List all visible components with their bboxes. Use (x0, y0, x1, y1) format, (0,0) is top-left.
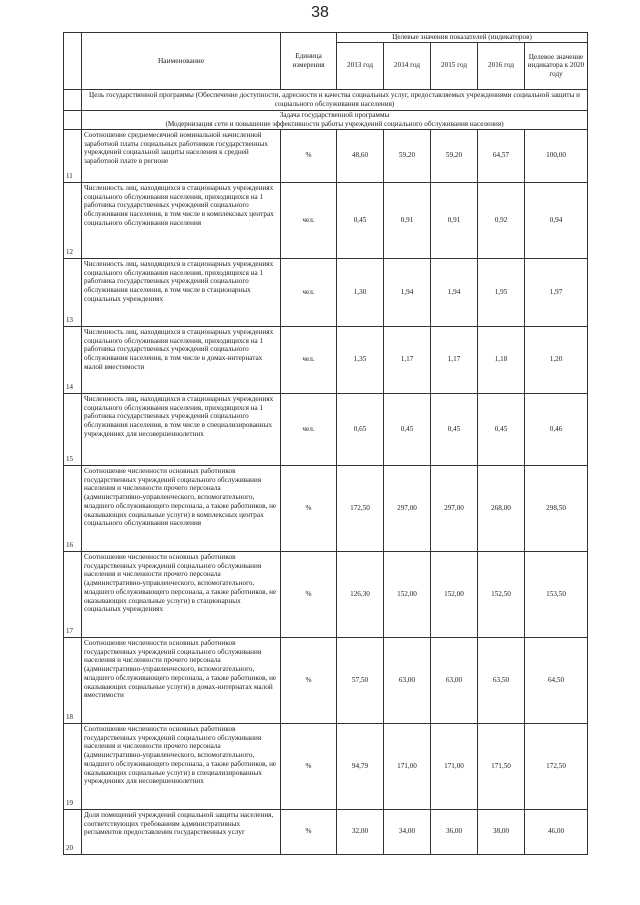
program-task (82, 110, 588, 129)
indicator-unit: чел. (281, 258, 337, 326)
value-2016: 0,92 (478, 182, 525, 258)
value-2016: 1,95 (478, 258, 525, 326)
indicator-unit: % (281, 129, 337, 182)
value-2015: 1,17 (431, 326, 478, 393)
value-2013: 0,65 (337, 393, 384, 465)
indicator-name: Соотношение численности основных работников государственных учреждений социального обслуживания населения и численности прочего персонала (административно-управленческого, вспомогательного, младшего обслуживающего персонала, а также работников, не оказывающих социальные услуги) в комплексных центрах социального обслуживания населения (82, 465, 281, 551)
value-2013: 126,30 (337, 551, 384, 637)
value-2015: 0,45 (431, 393, 478, 465)
value-2020: 1,97 (525, 258, 588, 326)
indicator-unit: % (281, 723, 337, 809)
value-2020: 0,94 (525, 182, 588, 258)
table-row (64, 465, 588, 551)
value-2020: 46,00 (525, 809, 588, 854)
row-number: 14 (64, 326, 82, 393)
row-number: 12 (64, 182, 82, 258)
value-2014: 59,20 (384, 129, 431, 182)
header-unit: Единица измерения (281, 33, 337, 90)
task-num-cell (64, 110, 82, 129)
indicators-table (63, 32, 588, 855)
indicator-name: Численность лиц, находящихся в стационарных учреждениях социального обслуживания населения, приходящихся на 1 работника государственных учреждений социального обслуживания населения, в том числе в специализированных учреждениях для несовершеннолетних (82, 393, 281, 465)
row-number: 19 (64, 723, 82, 809)
row-number: 11 (64, 129, 82, 182)
program-task-title: Задача государственной программы (279, 111, 390, 119)
value-2013: 0,45 (337, 182, 384, 258)
indicator-unit: % (281, 551, 337, 637)
value-2016: 171,50 (478, 723, 525, 809)
header-year-2013: 2013 год (337, 42, 384, 89)
goal-num-cell (64, 89, 82, 110)
indicator-name: Численность лиц, находящихся в стационарных учреждениях социального обслуживания населения, приходящихся на 1 работника государственных учреждений социального обслуживания населения, в том числе в домах-интернатах малой вместимости (82, 326, 281, 393)
value-2020: 153,50 (525, 551, 588, 637)
value-2014: 171,00 (384, 723, 431, 809)
header-targets: Целевые значения показателей (индикаторов) (337, 33, 588, 43)
value-2014: 63,00 (384, 637, 431, 723)
indicator-unit: чел. (281, 393, 337, 465)
table-row (64, 129, 588, 182)
row-number: 13 (64, 258, 82, 326)
value-2015: 1,94 (431, 258, 478, 326)
header-name: Наименование (82, 33, 281, 90)
value-2020: 172,50 (525, 723, 588, 809)
value-2014: 152,00 (384, 551, 431, 637)
table-row (64, 723, 588, 809)
value-2014: 1,17 (384, 326, 431, 393)
value-2015: 36,00 (431, 809, 478, 854)
header-year-2014: 2014 год (384, 42, 431, 89)
value-2013: 57,50 (337, 637, 384, 723)
value-2016: 38,00 (478, 809, 525, 854)
program-goal: Цель государственной программы (Обеспечение доступности, адресности и качества социальных услуг, предоставляемых учреждениями социальной защиты и социального обслуживания населения) (82, 89, 588, 110)
value-2016: 152,50 (478, 551, 525, 637)
row-number: 17 (64, 551, 82, 637)
value-2013: 1,30 (337, 258, 384, 326)
value-2016: 0,45 (478, 393, 525, 465)
value-2014: 0,45 (384, 393, 431, 465)
table-row (64, 393, 588, 465)
value-2015: 0,91 (431, 182, 478, 258)
table-row (64, 551, 588, 637)
header-year-2016: 2016 год (478, 42, 525, 89)
row-number: 20 (64, 809, 82, 854)
indicator-name: Соотношение численности основных работников государственных учреждений социального обслуживания населения и численности прочего персонала (административно-управленческого, вспомогательного, младшего обслуживающего персонала, а также работников, не оказывающих социальные услуги) в домах-интернатах малой вместимости (82, 637, 281, 723)
value-2020: 0,46 (525, 393, 588, 465)
table-row (64, 637, 588, 723)
value-2016: 63,50 (478, 637, 525, 723)
value-2014: 297,00 (384, 465, 431, 551)
value-2013: 48,60 (337, 129, 384, 182)
value-2014: 1,94 (384, 258, 431, 326)
value-2013: 172,50 (337, 465, 384, 551)
value-2015: 152,00 (431, 551, 478, 637)
program-task-text: (Модернизация сети и повышение эффективности работы учреждений социального обслуживания населения) (165, 119, 504, 128)
indicator-name: Численность лиц, находящихся в стационарных учреждениях социального обслуживания населения, приходящихся на 1 работника государственных учреждений социального обслуживания населения, в том числе в комплексных центрах социального обслуживания населения (82, 182, 281, 258)
value-2020: 298,50 (525, 465, 588, 551)
indicator-name: Соотношение среднемесячной номинальной начисленной заработной платы социальных работников государственных учреждений социальной защиты населения к средней заработной плате в регионе (82, 129, 281, 182)
table-row (64, 258, 588, 326)
indicator-name: Доля помещений учреждений социальной защиты населения, соответствующих требованиям административных регламентов предоставления государственных услуг (82, 809, 281, 854)
indicator-name: Соотношение численности основных работников государственных учреждений социального обслуживания населения и численности прочего персонала (административно-управленческого, вспомогательного, младшего обслуживающего персонала, а также работников, не оказывающих социальные услуги) в специализированных учреждениях для несовершеннолетних (82, 723, 281, 809)
value-2014: 0,91 (384, 182, 431, 258)
value-2020: 1,20 (525, 326, 588, 393)
row-number: 16 (64, 465, 82, 551)
value-2020: 100,00 (525, 129, 588, 182)
indicator-unit: % (281, 809, 337, 854)
value-2016: 1,18 (478, 326, 525, 393)
value-2016: 64,57 (478, 129, 525, 182)
value-2020: 64,50 (525, 637, 588, 723)
value-2013: 1,35 (337, 326, 384, 393)
indicator-unit: чел. (281, 182, 337, 258)
value-2013: 32,00 (337, 809, 384, 854)
header-year-2015: 2015 год (431, 42, 478, 89)
row-number: 15 (64, 393, 82, 465)
table-row (64, 326, 588, 393)
indicator-name: Численность лиц, находящихся в стационарных учреждениях социального обслуживания населения, приходящихся на 1 работника государственных учреждений социального обслуживания населения, в том числе в стационарных социальных учреждениях (82, 258, 281, 326)
value-2015: 59,20 (431, 129, 478, 182)
indicator-unit: % (281, 637, 337, 723)
value-2016: 268,00 (478, 465, 525, 551)
table-row (64, 809, 588, 854)
page-number: 38 (311, 4, 329, 21)
header-target-2020: Целевое значение индикатора к 2020 году (525, 42, 588, 89)
value-2014: 34,00 (384, 809, 431, 854)
value-2015: 63,00 (431, 637, 478, 723)
value-2015: 297,00 (431, 465, 478, 551)
table-row (64, 182, 588, 258)
value-2013: 94,79 (337, 723, 384, 809)
indicator-name: Соотношение численности основных работников государственных учреждений социального обслуживания населения и численности прочего персонала (административно-управленческого, вспомогательного, младшего обслуживающего персонала, а также работников, не оказывающих социальные услуги) в стационарных социальных учреждениях (82, 551, 281, 637)
value-2015: 171,00 (431, 723, 478, 809)
indicator-unit: чел. (281, 326, 337, 393)
row-number: 18 (64, 637, 82, 723)
header-num-cell (64, 33, 82, 90)
indicator-unit: % (281, 465, 337, 551)
